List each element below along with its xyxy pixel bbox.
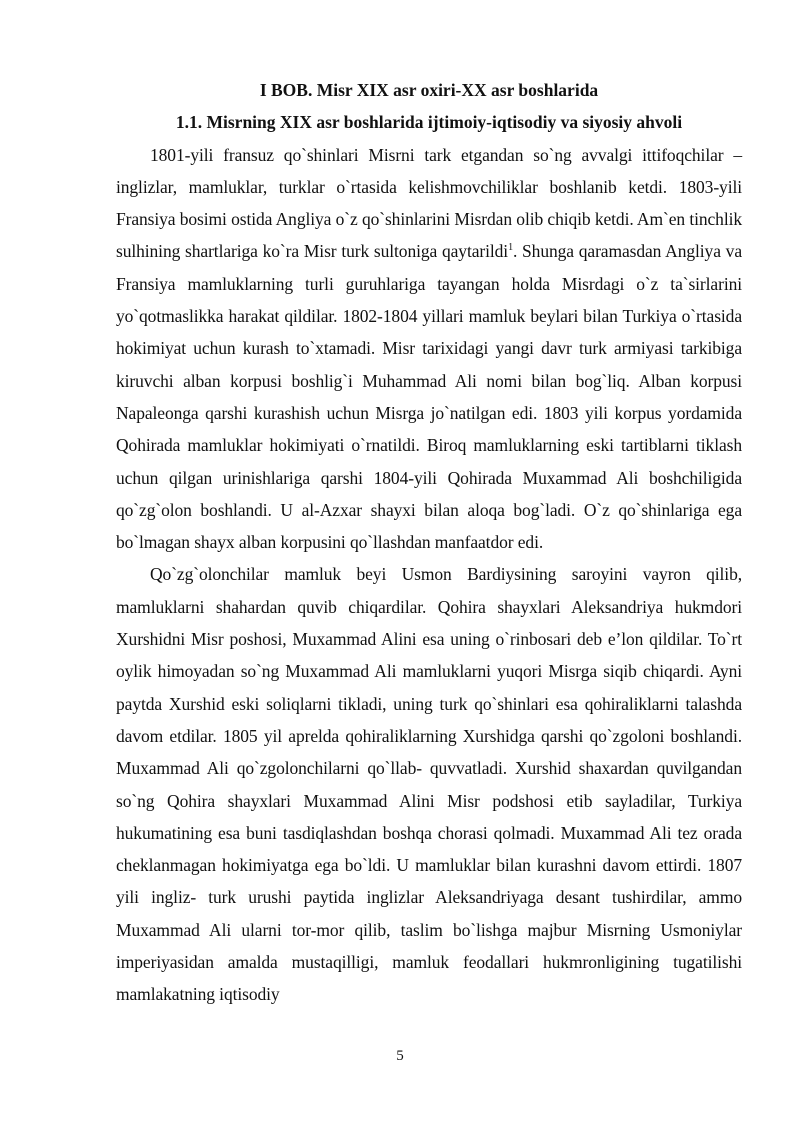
paragraph-1 [116,139,742,559]
paragraph-2: Qo`zg`olonchilar mamluk beyi Usmon Bardiysining saroyini vayron qilib, mamluklarni shahardan quvib chiqardilar. Qohira shayxlari Aleksandriya hukmdori Xurshidni Misr poshosi, Muxammad Alini esa uning o`rinbosari deb e’lon qildilar. To`rt oylik himoyadan so`ng Muxammad Ali mamluklarni yuqori Misrga siqib chiqardi. Ayni paytda Xurshid eski soliqlarni tikladi, uning turk qo`shinlari esa qohiraliklarni talashda davom etdilar. 1805 yil aprelda qohiraliklarning Xurshidga qarshi qo`zgoloni boshlandi. Muxammad Ali qo`zgolonchilarni qo`llab- quvvatladi. Xurshid shaxardan quvilgandan so`ng Qohira shayxlari Muxammad Alini Misr podshosi etib sayladilar, Turkiya hukumatining esa buni tasdiqlashdan boshqa chorasi qolmadi. Muxammad Ali tez orada cheklanmagan hokimiyatga ega bo`ldi. U mamluklar bilan kurashni davom ettirdi. 1807 yili ingliz- turk urushi paytida inglizlar Aleksandriyaga desant tushirdilar, ammo Muxammad Ali ularni tor-mor qilib, taslim bo`lishga majbur Misrning Usmoniylar imperiyasidan amalda mustaqilligi, mamluk feodallari hukmronligining tugatilishi mamlakatning iqtisodiy [116,564,742,1005]
document-page [116,72,742,1011]
section-title: 1.1. Misrning XIX asr boshlarida ijtimoiy-iqtisodiy va siyosiy ahvoli [175,112,683,133]
chapter-title: I BOB. Misr XIX asr oxiri-XX asr boshlarida [259,80,599,100]
footnote-reference[interactable]: 1 [508,242,513,254]
paragraph-1-text-b: . Shunga qaramasdan Angliya va Fransiya mamluklarning turli guruhlariga tayangan holda Misrdagi o`z ta`sirlarini yo`qotmaslikka harakat qildilar. 1802-1804 yillari mamluk beylari bilan Turkiya o`rtasida hokimiyat uchun kurash to`xtamadi. Misr tarixidagi yangi davr turk armiyasi tarkibiga kiruvchi alban korpusi boshlig`i Muhammad Ali nomi bilan bog`liq. Alban korpusi Napaleonga qarshi kurashish uchun Misrga jo`natilgan edi. 1803 yili korpus yordamida Qohirada mamluklar hokimiyati o`rnatildi. Biroq mamluklarning eski tartiblarni tiklash uchun qilgan urinishlariga qarshi 1804-yili Qohirada Muxammad Ali boshchiligida qo`zg`olon boshlandi. U al-Azxar shayxi bilan aloqa bog`ladi. O`z qo`shinlariga ega bo`lmagan shayx alban korpusini qo`llashdan manfaatdor edi. [116,241,742,553]
paragraph-1-text-a: 1801-yili fransuz qo`shinlari Misrni tark etgandan so`ng avvalgi ittifoqchilar – inglizlar, mamluklar, turklar o`rtasida kelishmovchiliklar boshlanib ketdi. 1803-yili Fransiya bosimi ostida Angliya o`z qo`shinlarini Misrdan olib chiqib ketdi. Am`en tinchlik sulhining shartlariga ko`ra Misr turk sultoniga qaytarildi [116,144,742,262]
page-number: 5 [396,1048,404,1064]
